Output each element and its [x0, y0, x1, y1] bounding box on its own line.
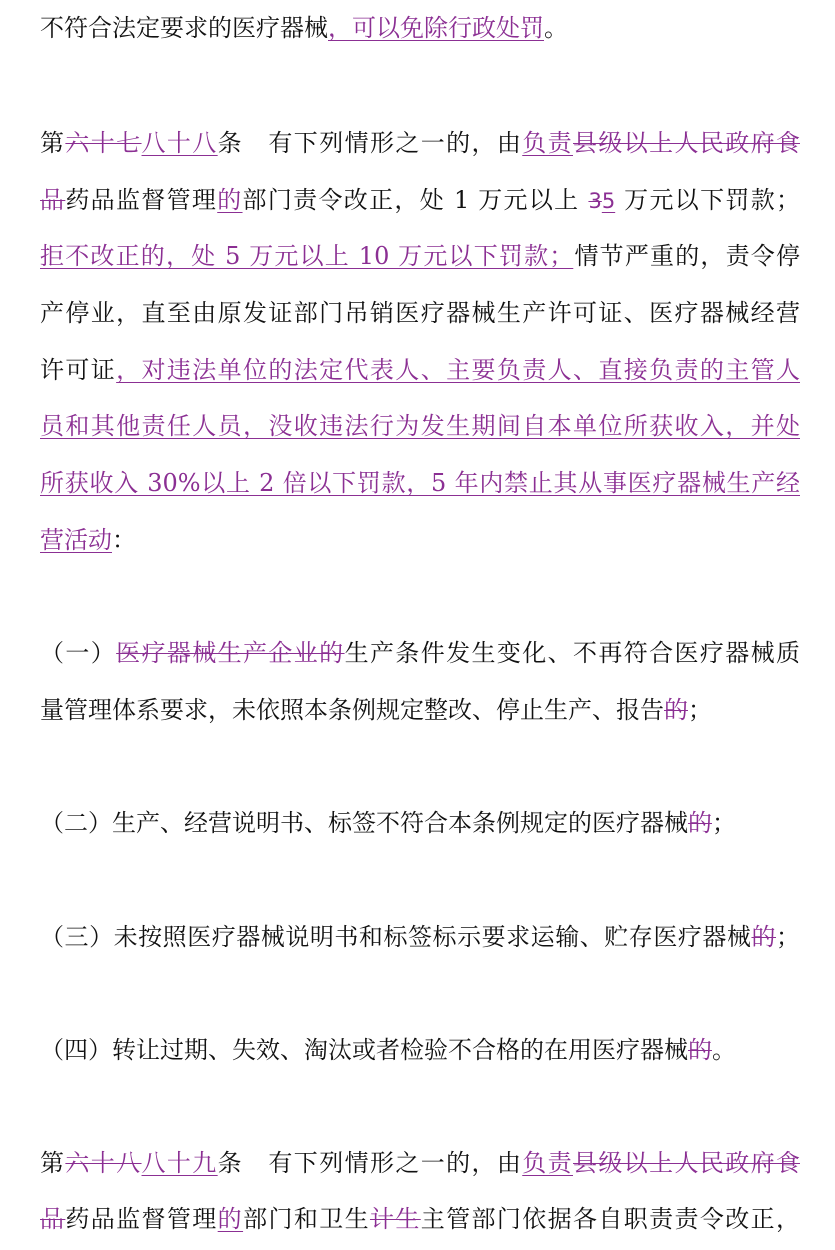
paragraph-line [40, 236, 800, 276]
text-run: ； [776, 923, 800, 951]
deleted-text: 品 [40, 1205, 66, 1233]
text-run: 主管部门依据各自职责责令改正， [420, 1205, 800, 1233]
text-run: 量管理体系要求，未依照本条例规定整改、停止生产、报告 [40, 696, 664, 724]
article-88-heading-line [40, 123, 800, 163]
text-run: 情节严重的，责令停 [573, 242, 800, 270]
text-run: 不符合法定要求的医疗器械 [40, 14, 328, 42]
inserted-text: 员和其他责任人员，没收违法行为发生期间自本单位所获收入，并处 [40, 412, 800, 440]
inserted-text: 所获收入 30%以上 2 倍以下罚款，5 年内禁止其从事医疗器械生产经 [40, 469, 800, 497]
text-run: 药品监督管理 [65, 1205, 218, 1233]
text-run: 。 [712, 1036, 736, 1064]
item-3-line [40, 917, 800, 957]
deleted-text: 的 [688, 809, 712, 837]
inserted-text: 营活动 [40, 526, 112, 554]
inserted-text: ，对违法单位的法定代表人、主要负责人、直接负责的主管人 [116, 356, 800, 384]
deleted-text: 六十七 [65, 129, 142, 157]
paragraph-line [40, 8, 800, 48]
deleted-text: 县级以上人民政府食 [573, 1149, 800, 1177]
text-run: ： [112, 526, 136, 554]
text-run: 条 有下列情形之一的，由 [217, 129, 523, 157]
inserted-text: 的 [217, 186, 243, 214]
text-run: 许可证 [40, 356, 117, 384]
paragraph-line [40, 350, 800, 390]
item-2-line [40, 803, 800, 843]
paragraph-line [40, 690, 800, 730]
paragraph-line [40, 293, 800, 333]
inserted-text: 负责 [522, 129, 573, 157]
text-run: 产停业，直至由原发证部门吊销医疗器械生产许可证、医疗器械经营 [40, 299, 800, 327]
paragraph-line [40, 520, 800, 560]
paragraph-line [40, 463, 800, 503]
deleted-text: 的 [751, 923, 777, 951]
inserted-text: 的 [217, 1205, 244, 1233]
deleted-text: 医疗器械生产企业的 [116, 639, 345, 667]
text-run: 。 [544, 14, 568, 42]
text-run: （三）未按照医疗器械说明书和标签标示要求运输、贮存医疗器械 [40, 923, 752, 951]
deleted-text: 的 [664, 696, 688, 724]
deleted-text: 计生 [369, 1205, 421, 1233]
deleted-text: 六十八 [65, 1149, 142, 1177]
inserted-text: 八十八 [141, 129, 218, 157]
text-run: 万元以下罚款； [615, 186, 800, 214]
deleted-text: 县级以上人民政府食 [573, 129, 800, 157]
text-run: 药品监督管理 [65, 186, 218, 214]
article-89-heading-line [40, 1143, 800, 1183]
text-run: 第 [40, 129, 66, 157]
text-run: ； [712, 809, 736, 837]
inserted-text: 拒不改正的，处 5 万元以上 10 万元以下罚款； [40, 242, 574, 270]
text-run: 部门责令改正，处 1 万元以上 [242, 186, 589, 214]
text-run: （二）生产、经营说明书、标签不符合本条例规定的医疗器械 [40, 809, 688, 837]
text-run: （一） [40, 639, 117, 667]
text-run: （四）转让过期、失效、淘汰或者检验不合格的在用医疗器械 [40, 1036, 688, 1064]
inserted-text: 负责 [522, 1149, 573, 1177]
paragraph-line [40, 406, 800, 446]
text-run: ； [688, 696, 712, 724]
inserted-text: ，可以免除行政处罚 [328, 14, 544, 42]
paragraph-line [40, 1199, 800, 1239]
inserted-text: 5 [601, 189, 616, 213]
text-run: 条 有下列情形之一的，由 [217, 1149, 523, 1177]
deleted-text: 3 [588, 189, 602, 213]
text-run: 生产条件发生变化、不再符合医疗器械质 [344, 639, 800, 667]
deleted-text: 的 [688, 1036, 712, 1064]
text-run: 部门和卫生 [243, 1205, 370, 1233]
item-1-line [40, 633, 800, 673]
item-4-line [40, 1030, 800, 1070]
inserted-text: 八十九 [141, 1149, 218, 1177]
paragraph-line [40, 180, 800, 220]
text-run: 第 [40, 1149, 66, 1177]
deleted-text: 品 [40, 186, 66, 214]
